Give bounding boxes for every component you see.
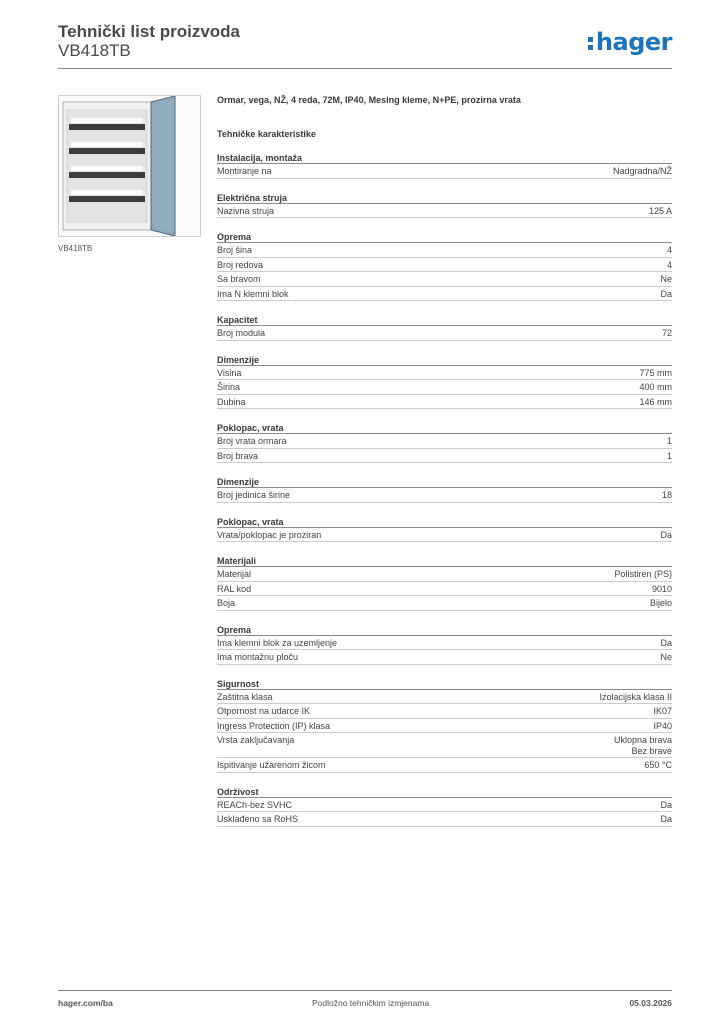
spec-value <box>639 382 672 393</box>
spec-label: Sa bravom <box>217 274 261 284</box>
spec-value-line: 4 <box>666 259 672 270</box>
spec-value-line: Bez brave <box>631 746 672 756</box>
spec-label: Usklađeno sa RoHS <box>217 814 299 824</box>
spec-value <box>599 692 672 703</box>
spec-value-line: 146 mm <box>639 396 672 407</box>
page-header <box>58 20 672 70</box>
spec-row <box>217 449 672 464</box>
spec-row <box>217 326 672 341</box>
spec-value-line: 775 mm <box>639 367 672 378</box>
spec-label: Visina <box>217 367 242 378</box>
spec-section <box>217 513 672 543</box>
spec-label: Nazivna struja <box>217 205 275 216</box>
product-description: Ormar, vega, NŽ, 4 reda, 72M, IP40, Mesing kleme, N+PE, prozirna vrata <box>217 95 521 105</box>
spec-label: Otpornost na udarce IK <box>217 706 311 716</box>
spec-label: Vrsta zaključavanja <box>217 735 295 745</box>
spec-label: RAL kod <box>217 583 252 594</box>
logo-text: hager <box>595 28 672 56</box>
spec-value-line: Da <box>660 814 672 824</box>
section-title: Dimenzije <box>217 473 672 488</box>
spec-label: Broj brava <box>217 450 259 461</box>
spec-label: Broj modula <box>217 328 266 338</box>
spec-value-line: Da <box>660 637 672 648</box>
spec-section <box>217 621 672 665</box>
spec-value <box>639 368 672 379</box>
spec-label: Materijal <box>217 569 252 579</box>
spec-value <box>660 530 672 541</box>
spec-value-line: IP40 <box>653 720 672 731</box>
spec-value-line: Izolacijska klasa II <box>599 691 672 702</box>
spec-value-line: 1 <box>666 450 672 461</box>
section-title: Instalacija, montaža <box>217 149 672 164</box>
spec-value-line: Polistiren (PS) <box>614 569 672 579</box>
spec-section <box>217 675 672 773</box>
spec-value <box>660 652 672 663</box>
section-title: Sigurnost <box>217 675 672 690</box>
section-title: Održivost <box>217 783 672 798</box>
spec-label: Montiranje na <box>217 166 272 176</box>
spec-label: Broj šina <box>217 245 253 255</box>
spec-row <box>217 719 672 734</box>
spec-value <box>653 721 672 732</box>
section-title: Dimenzije <box>217 351 672 366</box>
section-title: Električna struja <box>217 189 672 204</box>
product-image <box>58 95 201 237</box>
spec-section <box>217 311 672 341</box>
spec-value-line: 18 <box>661 490 672 500</box>
footer-website: hager.com/ba <box>58 998 113 1008</box>
section-title: Poklopac, vrata <box>217 419 672 434</box>
spec-section <box>217 419 672 463</box>
section-title: Oprema <box>217 228 672 243</box>
spec-value <box>667 451 672 462</box>
spec-label: Broj redova <box>217 259 264 270</box>
spec-label: REACh-bez SVHC <box>217 799 293 810</box>
spec-section <box>217 228 672 301</box>
spec-row <box>217 366 672 381</box>
spec-section <box>217 351 672 410</box>
spec-value <box>660 800 672 811</box>
spec-sections <box>217 149 672 827</box>
spec-value-line: Uklopna brava <box>613 735 672 745</box>
spec-label: Dubina <box>217 396 246 407</box>
spec-row <box>217 287 672 302</box>
spec-value <box>639 397 672 408</box>
spec-section <box>217 189 672 219</box>
spec-row <box>217 243 672 258</box>
spec-section <box>217 783 672 827</box>
spec-value-line: 9010 <box>651 583 672 594</box>
spec-row <box>217 395 672 410</box>
logo-dots-icon <box>588 34 594 52</box>
spec-value <box>667 260 672 271</box>
spec-value <box>660 814 672 825</box>
spec-row <box>217 758 672 773</box>
spec-value-line: Ne <box>660 652 672 662</box>
spec-row <box>217 434 672 449</box>
cabinet-illustration-icon <box>59 96 200 236</box>
spec-value <box>662 490 672 501</box>
spec-label: Broj jedinica širine <box>217 490 291 500</box>
spec-value-line: 1 <box>666 436 672 446</box>
header-divider <box>58 68 672 69</box>
spec-label: Ingress Protection (IP) klasa <box>217 720 331 731</box>
spec-value-line: IK07 <box>653 706 672 716</box>
spec-content <box>217 95 672 837</box>
spec-value <box>613 166 672 177</box>
spec-value-line: 125 A <box>648 205 672 216</box>
spec-value <box>660 289 672 300</box>
document-title: Tehnički list proizvoda <box>58 22 240 41</box>
spec-value-line: Ne <box>660 274 672 284</box>
spec-section <box>217 149 672 179</box>
spec-value-line: 72 <box>661 328 672 338</box>
spec-row <box>217 164 672 179</box>
spec-row <box>217 812 672 827</box>
spec-label: Ima montažnu ploču <box>217 652 299 662</box>
spec-row <box>217 567 672 582</box>
spec-row <box>217 798 672 813</box>
spec-value <box>653 706 672 717</box>
spec-value-line: Bijelo <box>649 598 672 608</box>
spec-label: Broj vrata ormara <box>217 436 287 446</box>
spec-value <box>614 735 672 757</box>
section-title: Materijali <box>217 552 672 567</box>
spec-value <box>667 245 672 256</box>
footer-date: 05.03.2026 <box>629 998 672 1008</box>
spec-row <box>217 650 672 665</box>
tech-characteristics-heading: Tehničke karakteristike <box>217 129 316 139</box>
spec-label: Vrata/poklopac je proziran <box>217 529 322 540</box>
spec-row <box>217 596 672 611</box>
spec-value <box>652 584 672 595</box>
image-caption: VB418TB <box>58 244 93 253</box>
spec-value <box>644 760 672 771</box>
spec-section <box>217 552 672 611</box>
spec-value <box>650 598 672 609</box>
spec-value <box>662 328 672 339</box>
spec-row <box>217 272 672 287</box>
spec-label: Ispitivanje užarenom žicom <box>217 760 326 770</box>
spec-value <box>667 436 672 447</box>
spec-label: Zaštitna klasa <box>217 691 273 702</box>
spec-value <box>660 638 672 649</box>
spec-label: Ima N klemni blok <box>217 288 289 299</box>
spec-value-line: Da <box>660 529 672 540</box>
spec-value-line: Da <box>660 288 672 299</box>
spec-section <box>217 473 672 503</box>
spec-row <box>217 636 672 651</box>
spec-row <box>217 528 672 543</box>
spec-row <box>217 488 672 503</box>
spec-value <box>660 274 672 285</box>
spec-label: Širina <box>217 382 241 392</box>
section-title: Poklopac, vrata <box>217 513 672 528</box>
spec-value-line: Da <box>660 799 672 810</box>
spec-row <box>217 582 672 597</box>
spec-row <box>217 380 672 395</box>
spec-row <box>217 690 672 705</box>
spec-value-line: 650 °C <box>644 760 672 770</box>
spec-row <box>217 258 672 273</box>
footer-divider <box>58 990 672 991</box>
spec-value-line: 400 mm <box>639 382 672 392</box>
spec-row <box>217 733 672 758</box>
spec-value <box>614 569 672 580</box>
spec-value-line: Nadgradna/NŽ <box>612 166 672 176</box>
spec-row <box>217 204 672 219</box>
spec-label: Boja <box>217 598 236 608</box>
spec-row <box>217 704 672 719</box>
spec-value <box>649 206 672 217</box>
section-title: Oprema <box>217 621 672 636</box>
spec-label: Ima klemni blok za uzemljenje <box>217 637 338 648</box>
hager-logo <box>588 28 672 56</box>
section-title: Kapacitet <box>217 311 672 326</box>
footer-note: Podložno tehničkim izmjenama <box>312 998 430 1008</box>
product-code: VB418TB <box>58 41 131 60</box>
spec-value-line: 4 <box>666 245 672 255</box>
